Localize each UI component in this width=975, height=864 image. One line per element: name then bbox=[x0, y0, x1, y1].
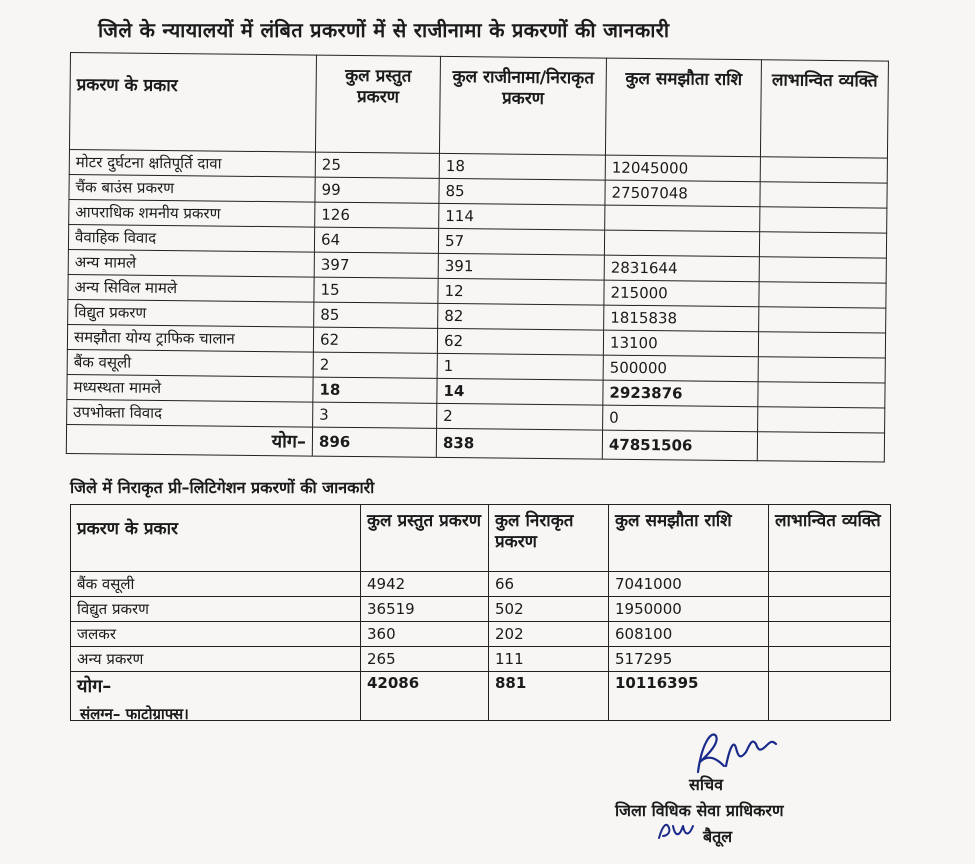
cell-settlement-amount: 7041000 bbox=[609, 572, 769, 597]
cell-case-type: चैंक बाउंस प्रकरण bbox=[69, 174, 315, 202]
cell-settlement-amount: 2831644 bbox=[604, 255, 759, 282]
header-total-disposed: कुल निराकृत प्रकरण bbox=[489, 505, 609, 572]
cell-case-type: अन्य प्रकरण bbox=[71, 647, 361, 672]
cell-settlement-amount bbox=[604, 230, 759, 257]
cell-case-type: समझौता योग्य ट्राफिक चालान bbox=[67, 324, 313, 352]
cell-beneficiaries bbox=[759, 257, 886, 283]
table-row bbox=[71, 622, 891, 647]
cell-settlement-amount: 47851506 bbox=[602, 430, 757, 461]
prelitigation-table bbox=[70, 504, 891, 721]
cell-total-filed: 36519 bbox=[361, 597, 489, 622]
handwritten-initials bbox=[655, 818, 695, 844]
cell-total-filed: 2 bbox=[313, 352, 437, 378]
cell-settlement-amount: 517295 bbox=[609, 647, 769, 672]
header-settlement-amount: कुल समझौता राशि bbox=[605, 58, 761, 157]
section1-title: जिले के न्यायालयों में लंबित प्रकरणों में से राजीनामा के प्रकरणों की जानकारी bbox=[98, 18, 670, 42]
cell-total-disposed: 202 bbox=[489, 622, 609, 647]
cell-settlement-amount: 12045000 bbox=[605, 155, 760, 182]
cell-beneficiaries bbox=[758, 357, 885, 383]
cell-settlement-amount: 1950000 bbox=[609, 597, 769, 622]
cell-beneficiaries bbox=[769, 572, 891, 597]
cell-total-disposed: 502 bbox=[489, 597, 609, 622]
cell-total-filed: 265 bbox=[361, 647, 489, 672]
cell-beneficiaries bbox=[760, 207, 887, 233]
header-beneficiaries: लाभान्वित व्यक्ति bbox=[769, 505, 891, 572]
cell-total-filed: 85 bbox=[314, 302, 438, 328]
cell-case-type: मध्यस्थता मामले bbox=[67, 374, 313, 402]
cell-settlement-amount: 1815838 bbox=[604, 305, 759, 332]
header-settlement-amount: कुल समझौता राशि bbox=[609, 505, 769, 572]
cell-settlement-amount: 10116395 bbox=[609, 672, 769, 721]
cell-beneficiaries bbox=[769, 597, 891, 622]
cell-total-filed: 896 bbox=[312, 427, 436, 457]
cell-total-disposed: 12 bbox=[438, 278, 604, 305]
cell-total-filed: 397 bbox=[314, 252, 438, 278]
cell-settlement-amount: 0 bbox=[603, 405, 758, 432]
total-label: योग– bbox=[66, 424, 312, 456]
cell-total-disposed: 114 bbox=[439, 203, 605, 230]
header-total-disposed: कुल राजीनामा/निराकृत प्रकरण bbox=[439, 56, 606, 155]
cell-settlement-amount: 608100 bbox=[609, 622, 769, 647]
table-row bbox=[71, 597, 891, 622]
cell-settlement-amount: 2923876 bbox=[603, 380, 758, 407]
cell-beneficiaries bbox=[759, 282, 886, 308]
cell-total-filed: 3 bbox=[313, 402, 437, 428]
cell-total-disposed: 838 bbox=[436, 428, 602, 459]
cell-total-disposed: 18 bbox=[439, 153, 605, 180]
cell-total-disposed: 881 bbox=[489, 672, 609, 721]
cell-beneficiaries bbox=[769, 647, 891, 672]
header-beneficiaries: लाभान्वित व्यक्ति bbox=[760, 60, 888, 158]
cell-total-disposed: 57 bbox=[438, 228, 604, 255]
cell-beneficiaries bbox=[759, 307, 886, 333]
cell-case-type: उपभोक्ता विवाद bbox=[67, 399, 313, 427]
cell-beneficiaries bbox=[758, 332, 885, 358]
cell-beneficiaries bbox=[759, 232, 886, 258]
cell-beneficiaries bbox=[758, 382, 885, 408]
cell-case-type: वैवाहिक विवाद bbox=[68, 224, 314, 252]
cell-beneficiaries bbox=[757, 432, 884, 462]
cell-case-type: विद्युत प्रकरण bbox=[68, 299, 314, 327]
cell-total-disposed: 111 bbox=[489, 647, 609, 672]
cell-case-type: आपराधिक शमनीय प्रकरण bbox=[69, 199, 315, 227]
cell-settlement-amount bbox=[605, 205, 760, 232]
header-case-type: प्रकरण के प्रकार bbox=[69, 53, 316, 153]
cell-case-type: अन्य सिविल मामले bbox=[68, 274, 314, 302]
cell-beneficiaries bbox=[760, 157, 887, 183]
table-row bbox=[71, 572, 891, 597]
cell-total-filed: 15 bbox=[314, 277, 438, 303]
cell-case-type: विद्युत प्रकरण bbox=[71, 597, 361, 622]
signatory-district: बैतूल bbox=[703, 827, 733, 846]
cell-case-type: अन्य मामले bbox=[68, 249, 314, 277]
cell-settlement-amount: 13100 bbox=[603, 330, 758, 357]
cell-settlement-amount: 500000 bbox=[603, 355, 758, 382]
attachment-note: संलग्न– फाटोग्राफ्स। bbox=[80, 705, 189, 723]
cell-beneficiaries bbox=[760, 182, 887, 208]
cell-total-disposed: 66 bbox=[489, 572, 609, 597]
header-case-type: प्रकरण के प्रकार bbox=[71, 505, 361, 572]
cell-settlement-amount: 215000 bbox=[604, 280, 759, 307]
cell-total-filed: 360 bbox=[361, 622, 489, 647]
table-row bbox=[71, 647, 891, 672]
cell-total-filed: 99 bbox=[315, 177, 439, 203]
cell-total-disposed: 14 bbox=[437, 378, 603, 405]
cell-total-filed: 126 bbox=[315, 202, 439, 228]
cell-beneficiaries bbox=[769, 672, 891, 721]
signatory-block bbox=[615, 772, 784, 850]
cell-total-filed: 62 bbox=[313, 327, 437, 353]
table-header-row bbox=[69, 53, 888, 159]
header-total-filed: कुल प्रस्तुत प्रकरण bbox=[315, 55, 440, 153]
cell-case-type: जलकर bbox=[71, 622, 361, 647]
cell-total-disposed: 62 bbox=[437, 328, 603, 355]
cell-total-disposed: 1 bbox=[437, 353, 603, 380]
cell-total-filed: 64 bbox=[314, 227, 438, 253]
cell-total-filed: 4942 bbox=[361, 572, 489, 597]
cell-total-disposed: 2 bbox=[437, 403, 603, 430]
cell-settlement-amount: 27507048 bbox=[605, 180, 760, 207]
cell-beneficiaries bbox=[758, 407, 885, 433]
cell-case-type: मोटर दुर्घटना क्षतिपूर्ति दावा bbox=[69, 149, 315, 177]
cell-case-type: बैंक वसूली bbox=[67, 349, 313, 377]
section2-title: जिले में निराकृत प्री–लिटिगेशन प्रकरणों की जानकारी bbox=[70, 478, 375, 497]
signatory-office: जिला विधिक सेवा प्राधिकरण bbox=[615, 801, 784, 820]
signatory-designation: सचिव bbox=[689, 775, 724, 794]
cell-total-filed: 18 bbox=[313, 377, 437, 403]
cell-total-disposed: 391 bbox=[438, 253, 604, 280]
total-row bbox=[71, 672, 891, 721]
cell-total-disposed: 82 bbox=[438, 303, 604, 330]
header-total-filed: कुल प्रस्तुत प्रकरण bbox=[361, 505, 489, 572]
total-label: योग– bbox=[71, 672, 361, 721]
cell-beneficiaries bbox=[769, 622, 891, 647]
cell-total-filed: 25 bbox=[315, 152, 439, 178]
table-header-row bbox=[71, 505, 891, 572]
cell-total-filed: 42086 bbox=[361, 672, 489, 721]
cell-total-disposed: 85 bbox=[439, 178, 605, 205]
court-settlement-table bbox=[66, 52, 889, 463]
cell-case-type: बैंक वसूली bbox=[71, 572, 361, 597]
